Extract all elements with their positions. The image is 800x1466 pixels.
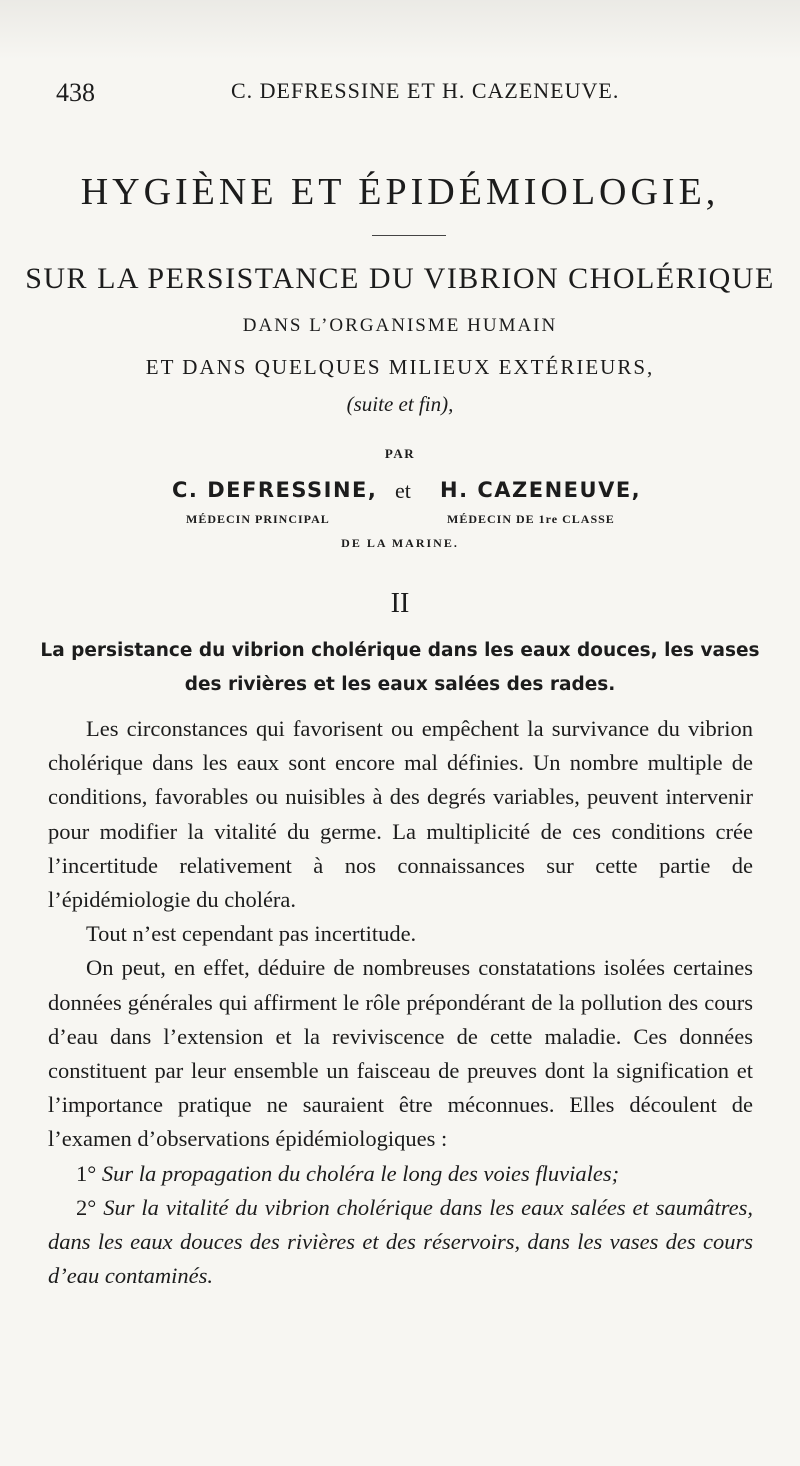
- page-number: 438: [56, 78, 95, 107]
- page-edge-shading: [0, 0, 800, 60]
- article-subtitle-line1: DANS L’ORGANISME HUMAIN: [242, 315, 558, 336]
- chapter-title: La persistance du vibrion cholérique dans les eaux douces, les vases des rivières et les eaux salées des rades.: [40, 640, 760, 695]
- author-1: C. DEFRESSINE,: [172, 478, 378, 502]
- list-item: [48, 1157, 753, 1191]
- article-subtitle-line2: ET DANS QUELQUES MILIEUX EXTÉRIEURS,: [145, 355, 655, 379]
- chapter-number: II: [390, 588, 410, 619]
- paragraph: On peut, en effet, déduire de nombreuses constatations isolées certaines données générales qui affirment le rôle prépondérant de la pollution des cours d’eau dans l’extension et la reviviscence de cette maladie. Ces données constituent par leur ensemble un faisceau de preuves dont la signification et l’importance pratique ne sauraient être méconnues. Elles découlent de l’examen d’observations épidémiologiques :: [48, 955, 753, 1152]
- list-text: Sur la vitalité du vibrion cholérique dans les eaux salées et saumâtres, dans les eaux douces des rivières et des réservoirs, dans les vases des cours d’eau contaminés.: [48, 1194, 754, 1289]
- list-item: [48, 1191, 753, 1294]
- article-title: SUR LA PERSISTANCE DU VIBRION CHOLÉRIQUE: [25, 262, 775, 295]
- section-title: HYGIÈNE ET ÉPIDÉMIOLOGIE,: [80, 171, 720, 213]
- author-2: H. CAZENEUVE,: [440, 478, 642, 502]
- running-header: [56, 78, 756, 112]
- list-text: Sur la propagation du choléra le long des voies fluviales;: [101, 1160, 620, 1186]
- list-number: 1°: [76, 1160, 97, 1186]
- title-divider: [372, 235, 446, 236]
- author-conjunction: et: [395, 478, 411, 503]
- affiliation: DE LA MARINE.: [341, 536, 459, 550]
- running-title: C. DEFRESSINE ET H. CAZENEUVE.: [231, 78, 620, 103]
- continuation-note: (suite et fin),: [346, 392, 454, 416]
- list-number: 2°: [76, 1194, 97, 1220]
- by-label: PAR: [384, 446, 416, 461]
- body-text: [48, 712, 753, 1293]
- paragraph: Les circonstances qui favorisent ou empêchent la survivance du vibrion cholérique dans les eaux sont encore mal définies. Un nombre multiple de conditions, favorables ou nuisibles à des degrés variables, peuvent intervenir pour modifier la vitalité du germe. La multiplicité de ces conditions crée l’incertitude relativement à nos connaissances sur cette partie de l’épidémiologie du choléra.: [48, 716, 753, 913]
- author-1-role: MÉDECIN PRINCIPAL: [186, 512, 330, 526]
- author-2-role: MÉDECIN DE 1re CLASSE: [447, 512, 615, 526]
- paragraph: Tout n’est cependant pas incertitude.: [86, 921, 417, 947]
